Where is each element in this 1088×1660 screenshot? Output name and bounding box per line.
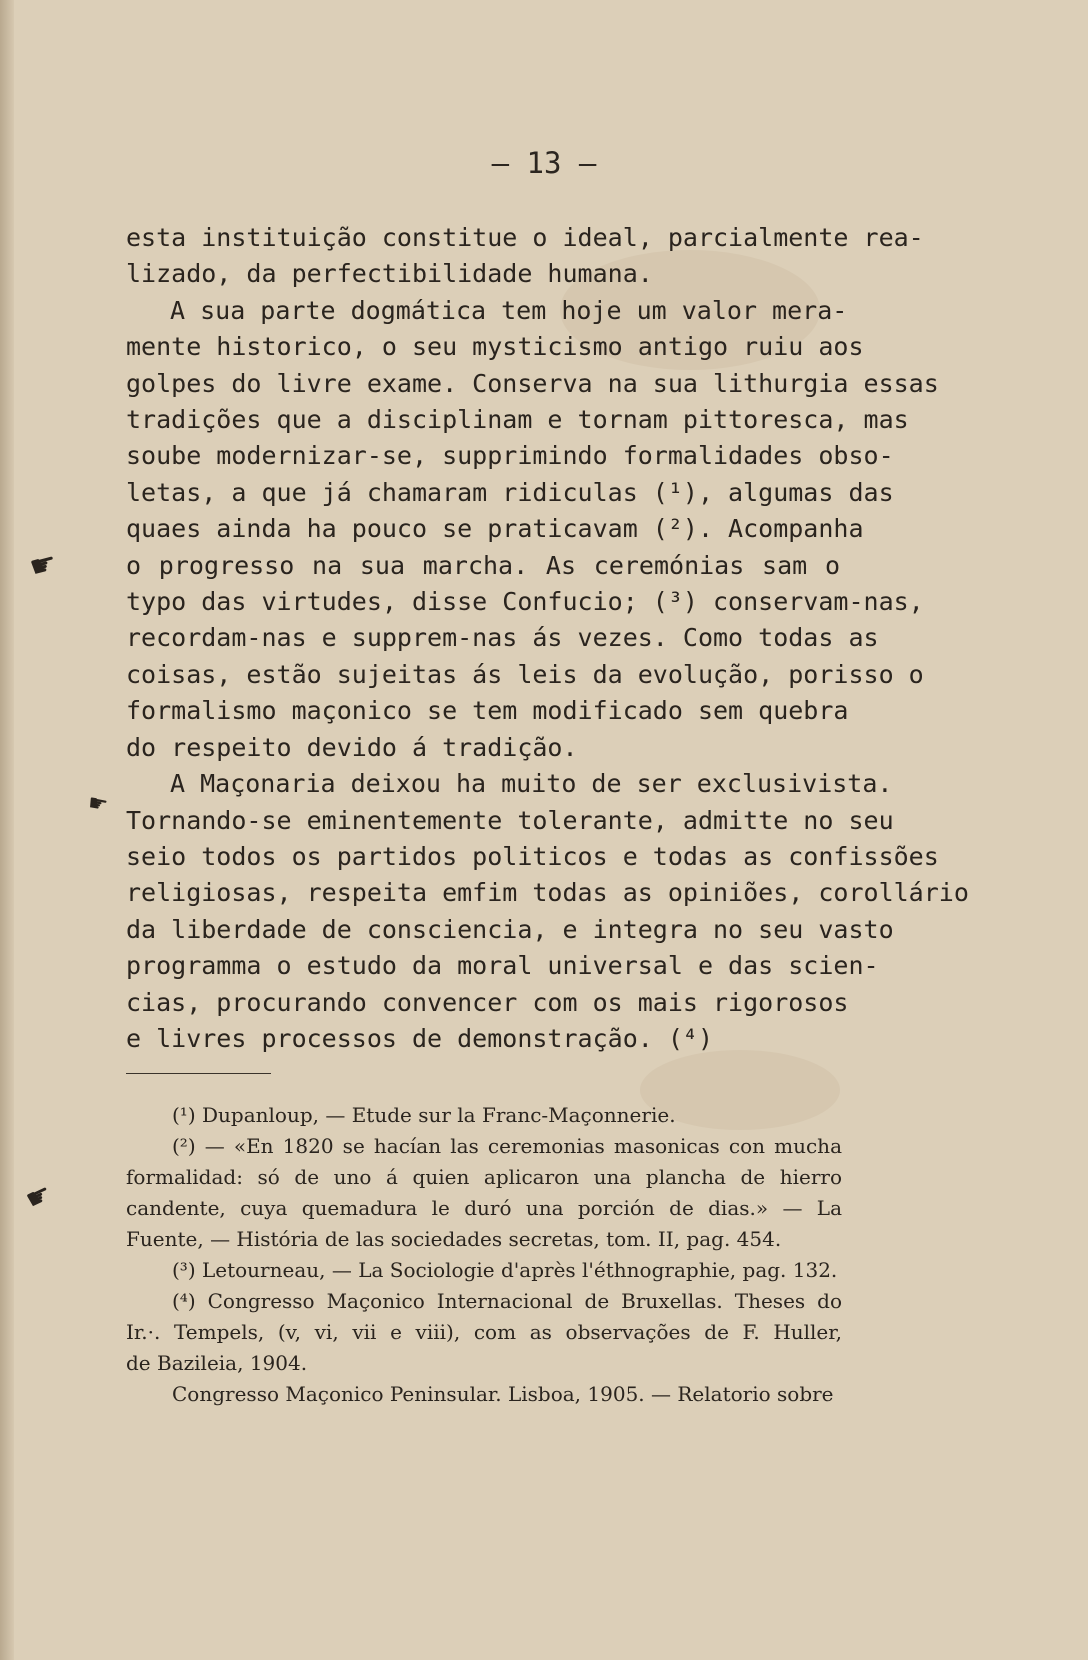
text-line: mente historico, o seu mysticismo antigo ruiu aos <box>126 332 864 362</box>
text-line: A sua parte dogmática tem hoje um valor mera- <box>170 295 848 325</box>
text-line: typo das virtudes, disse Confucio; (³) conservam-nas, <box>126 587 924 617</box>
footnote-line: (³) Letourneau, — La Sociologie d'après l'éthnographie, pag. 132. <box>172 1258 838 1282</box>
footnote-line: (⁴) Congresso Maçonico Internacional de Bruxellas. Theses do <box>172 1289 842 1313</box>
footnote-line: Ir.·. Tempels, (v, vi, vii e viii), com as observações de F. Huller, <box>126 1320 842 1344</box>
text-line: seio todos os partidos politicos e todas as confissões <box>126 841 939 871</box>
text-line: cias, procurando convencer com os mais rigorosos <box>126 987 849 1017</box>
margin-pointing-hand-icon: ☛ <box>20 1176 57 1217</box>
footnote-line: formalidad: só de uno á quien aplicaron una plancha de hierro <box>126 1165 842 1189</box>
footnote-line: candente, cuya quemadura le duró una porción de dias.» — La <box>126 1196 842 1220</box>
text-line: coisas, estão sujeitas ás leis da evolução, porisso o <box>126 659 924 689</box>
margin-pointing-hand-icon: ☛ <box>85 790 110 819</box>
margin-pointing-hand-icon: ☛ <box>25 545 61 586</box>
footnote-line: (¹) Dupanloup, — Etude sur la Franc-Maçonnerie. <box>172 1103 676 1127</box>
text-line: tradições que a disciplinam e tornam pittoresca, mas <box>126 405 909 435</box>
text-line: lizado, da perfectibilidade humana. <box>126 259 653 289</box>
text-line: soube modernizar-se, supprimindo formalidades obso- <box>126 441 894 471</box>
footnote-line: Fuente, — História de las sociedades secretas, tom. II, pag. 454. <box>126 1227 782 1251</box>
text-line: recordam-nas e supprem-nas ás vezes. Como todas as <box>126 623 879 653</box>
footnotes-block <box>126 1100 842 1410</box>
text-line: do respeito devido á tradição. <box>126 732 578 762</box>
text-line: golpes do livre exame. Conserva na sua lithurgia essas <box>126 368 939 398</box>
main-text-block <box>126 220 969 1057</box>
footnote-line: Congresso Maçonico Peninsular. Lisboa, 1905. — Relatorio sobre <box>172 1382 834 1406</box>
text-line: A Maçonaria deixou ha muito de ser exclusivista. <box>170 769 893 799</box>
text-line: religiosas, respeita emfim todas as opiniões, corollário <box>126 878 969 908</box>
page-number: — 13 — <box>491 146 597 180</box>
page-edge-shadow <box>0 0 14 1660</box>
text-line: quaes ainda ha pouco se praticavam (²). Acompanha <box>126 514 864 544</box>
footnote-line: de Bazileia, 1904. <box>126 1351 308 1375</box>
text-line: o progresso na sua marcha. As ceremónias sam o <box>126 550 840 580</box>
footnote-line: (²) — «En 1820 se hacían las ceremonias masonicas con mucha <box>172 1134 842 1158</box>
text-line: formalismo maçonico se tem modificado sem quebra <box>126 696 849 726</box>
text-line: programma o estudo da moral universal e das scien- <box>126 951 879 981</box>
text-line: da liberdade de consciencia, e integra no seu vasto <box>126 914 894 944</box>
text-line: Tornando-se eminentemente tolerante, admitte no seu <box>126 805 894 835</box>
text-line: esta instituição constitue o ideal, parcialmente rea- <box>126 223 924 252</box>
text-line: letas, a que já chamaram ridiculas (¹), algumas das <box>126 477 894 507</box>
footnote-separator-rule <box>126 1073 271 1074</box>
text-line: e livres processos de demonstração. (⁴) <box>126 1023 713 1053</box>
